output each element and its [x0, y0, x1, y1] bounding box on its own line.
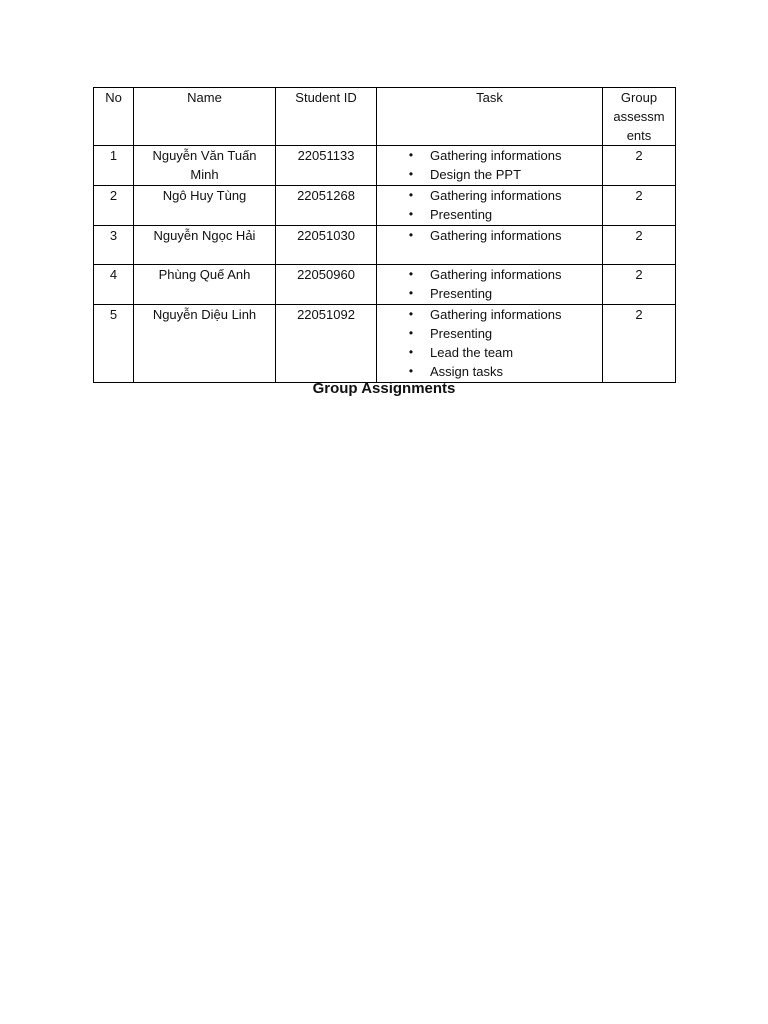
cell-assessment: 2 — [603, 146, 676, 186]
table-row — [94, 265, 676, 305]
task-list — [377, 305, 598, 381]
bullet-icon: • — [408, 207, 414, 221]
task-text: Gathering informations — [430, 228, 562, 243]
task-item — [377, 226, 598, 245]
task-text: Presenting — [430, 286, 493, 301]
header-name: Name — [134, 88, 276, 146]
task-text: Assign tasks — [430, 364, 503, 379]
task-text: Presenting — [430, 326, 493, 341]
task-text: Gathering informations — [430, 188, 562, 203]
cell-task — [377, 226, 603, 265]
task-text: Gathering informations — [430, 307, 562, 322]
header-task: Task — [377, 88, 603, 146]
assignment-table — [93, 87, 676, 383]
task-text: Design the PPT — [430, 167, 522, 182]
bullet-icon: • — [408, 148, 414, 162]
cell-task — [377, 186, 603, 226]
table-body — [94, 146, 676, 383]
task-list — [377, 226, 598, 245]
cell-task — [377, 305, 603, 383]
task-item — [377, 284, 598, 303]
task-item — [377, 324, 598, 343]
task-text: Gathering informations — [430, 148, 562, 163]
task-item — [377, 186, 598, 205]
bullet-icon: • — [408, 228, 414, 242]
cell-assessment: 2 — [603, 305, 676, 383]
task-item — [377, 343, 598, 362]
task-item — [377, 265, 598, 284]
cell-student-id: 22051030 — [276, 226, 377, 265]
bullet-icon: • — [408, 326, 414, 340]
cell-student-id: 22051092 — [276, 305, 377, 383]
cell-student-id: 22051133 — [276, 146, 377, 186]
header-student-id: Student ID — [276, 88, 377, 146]
bullet-icon: • — [408, 345, 414, 359]
task-text: Lead the team — [430, 345, 514, 360]
cell-no: 2 — [94, 186, 134, 226]
cell-no: 3 — [94, 226, 134, 265]
task-item — [377, 362, 598, 381]
bullet-icon: • — [408, 364, 414, 378]
assignment-table-container — [93, 87, 675, 383]
task-item — [377, 205, 598, 224]
task-text: Presenting — [430, 207, 493, 222]
task-list — [377, 186, 598, 224]
cell-name: Ngô Huy Tùng — [134, 186, 276, 226]
bullet-icon: • — [408, 286, 414, 300]
bullet-icon: • — [408, 267, 414, 281]
table-row — [94, 146, 676, 186]
cell-name: Nguyễn Văn Tuấn Minh — [134, 146, 276, 186]
cell-name: Nguyễn Ngọc Hải — [134, 226, 276, 265]
task-item — [377, 146, 598, 165]
table-row — [94, 186, 676, 226]
cell-assessment: 2 — [603, 186, 676, 226]
cell-assessment: 2 — [603, 265, 676, 305]
cell-no: 4 — [94, 265, 134, 305]
task-item — [377, 165, 598, 184]
header-no: No — [94, 88, 134, 146]
cell-student-id: 22051268 — [276, 186, 377, 226]
cell-task — [377, 146, 603, 186]
cell-no: 5 — [94, 305, 134, 383]
bullet-icon: • — [408, 188, 414, 202]
header-group-assessments: Group assessments — [603, 88, 676, 146]
cell-student-id: 22050960 — [276, 265, 377, 305]
task-item — [377, 305, 598, 324]
task-list — [377, 265, 598, 303]
table-header-row — [94, 88, 676, 146]
cell-name: Phùng Quế Anh — [134, 265, 276, 305]
table-caption: Group Assignments — [312, 380, 456, 397]
task-text: Gathering informations — [430, 267, 562, 282]
cell-assessment: 2 — [603, 226, 676, 265]
bullet-icon: • — [408, 167, 414, 181]
bullet-icon: • — [408, 307, 414, 321]
cell-no: 1 — [94, 146, 134, 186]
cell-name: Nguyễn Diệu Linh — [134, 305, 276, 383]
table-row — [94, 305, 676, 383]
task-list — [377, 146, 598, 184]
table-row — [94, 226, 676, 265]
cell-task — [377, 265, 603, 305]
